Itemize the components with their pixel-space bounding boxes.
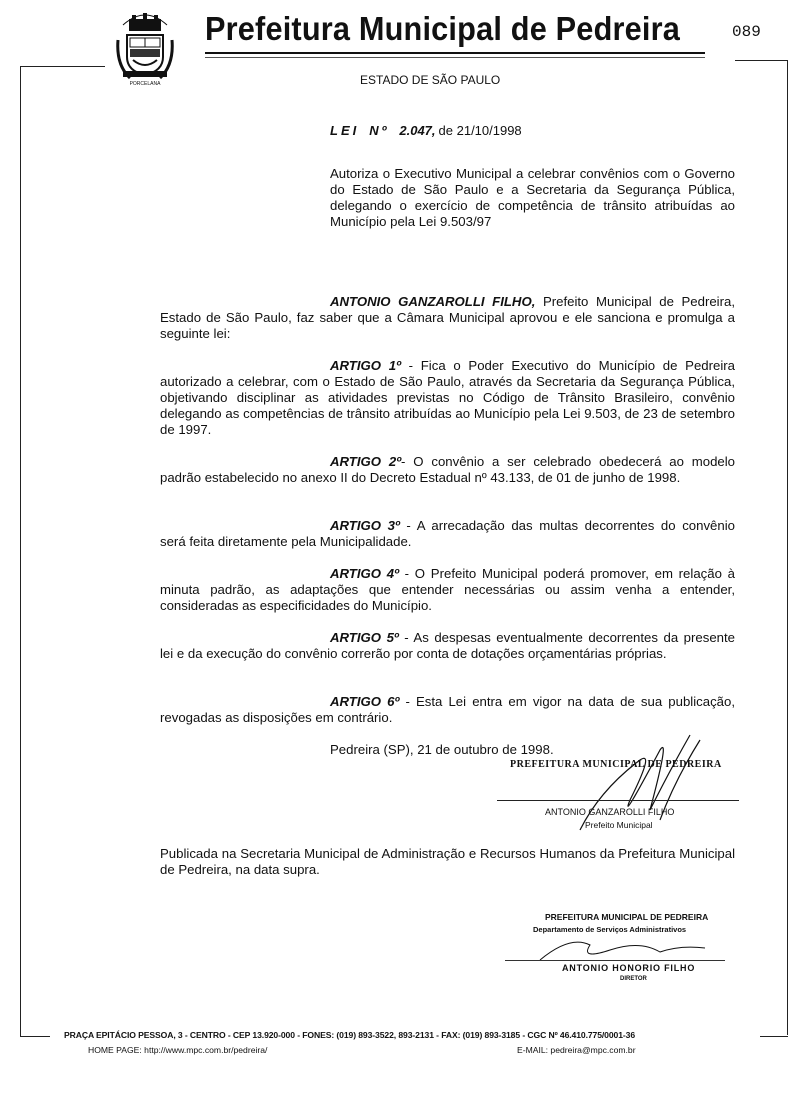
law-number: 2.047, (399, 123, 436, 138)
article-label: ARTIGO 4º (330, 566, 399, 581)
signer-name: ANTONIO GANZAROLLI FILHO (545, 807, 675, 817)
article-1 (160, 358, 735, 438)
footer-homepage: HOME PAGE: http://www.mpc.com.br/pedreira/ (88, 1045, 268, 1055)
frame-line (735, 60, 787, 61)
frame-line (20, 66, 105, 67)
place-date: Pedreira (SP), 21 de outubro de 1998. (330, 742, 554, 757)
director-role: DIRETOR (620, 976, 647, 982)
publication-note: Publicada na Secretaria Municipal de Administração e Recursos Humanos da Prefeitura Municipal de Pedreira, na data supra. (160, 846, 735, 877)
article-label: ARTIGO 5º (330, 630, 399, 645)
footer-address: PRAÇA EPITÁCIO PESSOA, 3 - CENTRO - CEP 13.920-000 - FONES: (019) 893-3522, 893-2131 - FAX: (019) 893-3185 - CGC Nº 46.410.775/0001-36 (64, 1030, 636, 1040)
article-2 (160, 454, 735, 486)
footer-email: E-MAIL: pedreira@mpc.com.br (517, 1045, 636, 1055)
article-label: ARTIGO 2º (330, 454, 402, 469)
law-heading (330, 123, 522, 138)
page-title: Prefeitura Municipal de Pedreira (205, 10, 680, 47)
law-summary: Autoriza o Executivo Municipal a celebrar convênios com o Governo do Estado de São Paulo e a Secretaria da Segurança Pública, delegando o exercício de competência de trânsito atribuídas ao Município pela Lei 9.503/97 (330, 166, 735, 229)
director-name: ANTONIO HONORIO FILHO (562, 963, 696, 973)
article-text: - O Prefeito Municipal poderá promover, em relação à minuta padrão, as adaptações que entender necessárias ou assim venha a entender, consideradas as especificidades do Município. (160, 566, 735, 613)
mayor-name: ANTONIO GANZAROLLI FILHO, (330, 294, 536, 309)
signer-role: Prefeito Municipal (585, 820, 653, 830)
law-number-label: Nº (369, 123, 390, 138)
signature-line (505, 960, 725, 961)
article-text: - O convênio a ser celebrado obedecerá ao modelo padrão estabelecido no anexo II do Decreto Estadual nº 43.133, de 01 de junho de 1998. (160, 454, 736, 485)
coat-of-arms-logo (115, 5, 175, 90)
title-underline-thin (205, 57, 705, 58)
department-name: Departamento de Serviços Administrativos (533, 925, 687, 934)
article-4 (160, 566, 735, 614)
article-label: ARTIGO 3º (330, 518, 400, 533)
frame-line (760, 1036, 788, 1037)
preamble-text: Prefeito Municipal de Pedreira, Estado de São Paulo, faz saber que a Câmara Municipal aprovou e ele sanciona e promulga a seguinte lei: (160, 294, 735, 341)
article-text: - As despesas eventualmente decorrentes da presente lei e da execução do convênio correrão por conta de dotações orçamentárias próprias. (160, 630, 735, 661)
department-stamp: PREFEITURA MUNICIPAL DE PEDREIRA (545, 912, 709, 922)
article-5 (160, 630, 735, 662)
law-date: de 21/10/1998 (438, 123, 522, 138)
signature-line (497, 800, 739, 801)
frame-line (787, 60, 788, 1035)
article-text: - Esta Lei entra em vigor na data de sua publicação, revogadas as disposições em contrário. (160, 694, 736, 725)
article-label: ARTIGO 1º (330, 358, 401, 373)
frame-line (20, 66, 21, 1036)
article-text: - A arrecadação das multas decorrentes do convênio será feita diretamente pela Municipalidade. (160, 518, 735, 549)
state-subtitle: ESTADO DE SÃO PAULO (360, 73, 501, 87)
article-label: ARTIGO 6º (330, 694, 400, 709)
article-6 (160, 694, 735, 726)
preamble (160, 294, 735, 342)
title-underline (205, 52, 705, 54)
law-prefix: LEI (330, 123, 360, 138)
article-3 (160, 518, 735, 550)
page-number: 089 (732, 23, 761, 41)
article-text: - Fica o Poder Executivo do Município de Pedreira autorizado a celebrar, com o Estado de São Paulo, através da Secretaria da Segurança Pública, objetivando disciplinar as atividades previstas no Código de Trânsito Brasileiro, convênio delegando as competências de trânsito atribuídas ao Município pela Lei 9.503, de 23 de setembro de 1997. (160, 358, 736, 437)
svg-text:PORCELANA: PORCELANA (129, 81, 161, 87)
signature-stamp: PREFEITURA MUNICIPAL DE PEDREIRA (510, 759, 722, 770)
frame-line (20, 1036, 50, 1037)
